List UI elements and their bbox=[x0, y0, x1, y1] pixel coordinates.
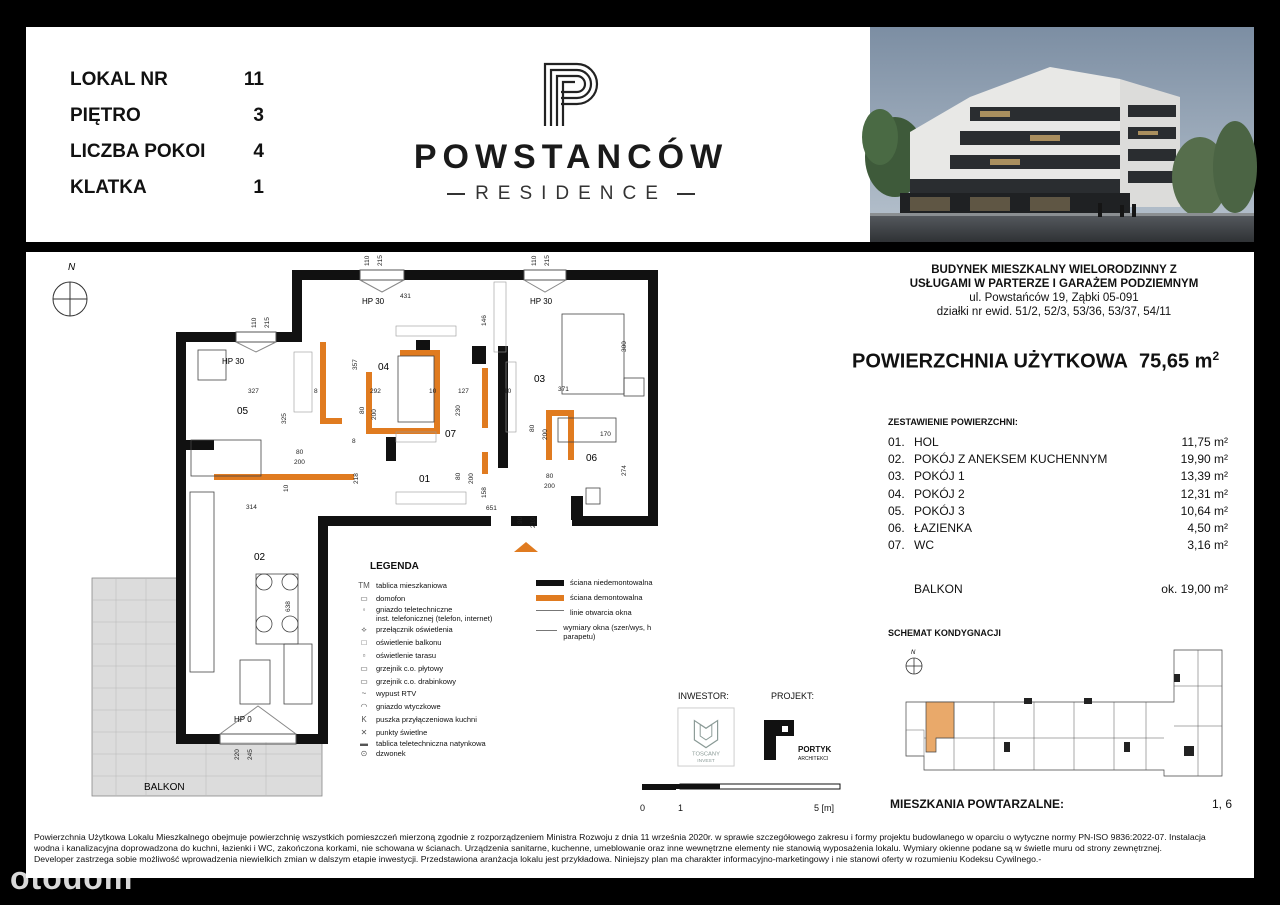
scale-label: 0 bbox=[640, 803, 646, 813]
info-row-floor bbox=[70, 98, 264, 134]
room-num: 01. bbox=[888, 434, 905, 449]
dim-label: 110 bbox=[531, 255, 538, 266]
dim-label: 300 bbox=[621, 341, 628, 352]
legend-item bbox=[536, 608, 656, 617]
legend-symbol-icon: ▭ bbox=[360, 593, 368, 603]
info-label: KLATKA bbox=[70, 177, 147, 198]
legend-label: ściana demontowalna bbox=[570, 593, 643, 602]
room-num: 07. bbox=[888, 538, 905, 553]
legend-item bbox=[352, 713, 492, 726]
room-label: 03 bbox=[534, 374, 546, 385]
legend-symbol-icon: ◦ bbox=[362, 604, 366, 614]
room-area: 4,50 m² bbox=[1187, 521, 1228, 536]
logo-sub bbox=[401, 183, 741, 205]
dim-label: 80 bbox=[359, 406, 366, 414]
project-sub: ARCHITEKCI bbox=[798, 756, 829, 762]
info-value: 1 bbox=[253, 177, 264, 198]
dim-label: 230 bbox=[455, 405, 462, 416]
legend-item bbox=[536, 593, 656, 602]
logo-dash bbox=[677, 193, 695, 195]
legend-label: oświetlenie balkonu bbox=[376, 638, 442, 648]
room-num: 05. bbox=[888, 503, 905, 518]
demountable-swatch-icon bbox=[536, 595, 564, 601]
balcony-name: BALKON bbox=[914, 582, 963, 596]
dim-label: 127 bbox=[458, 388, 469, 395]
window-label: HP 30 bbox=[362, 297, 385, 306]
dim-label: 200 bbox=[544, 483, 555, 490]
legend-label: punkty świetlne bbox=[376, 727, 428, 737]
legend-symbol-icon: ▭ bbox=[360, 663, 368, 673]
info-row-staircase bbox=[70, 170, 264, 206]
footer-line: Developer zastrzega sobie możliwość wprowadzenia niewielkich zmian w dalszym etapie inwestycji. Przedstawiona aranżacja lokalu jest przykładowa. Niniejszy plan ma charakter informacyjno-marketingowy i nie stanowi oferty w rozumieniu Kodeksu Cywilnego.- bbox=[34, 854, 1042, 864]
room-name: POKÓJ Z ANEKSEM KUCHENNYM bbox=[914, 451, 1108, 466]
investor-sub: INVEST bbox=[697, 759, 715, 765]
logo-name: POWSTANCÓW bbox=[413, 138, 729, 176]
dim-label: 200 bbox=[468, 473, 475, 484]
dim-label: 8 bbox=[352, 438, 356, 445]
info-value: 3 bbox=[253, 105, 264, 126]
room-num: 03. bbox=[888, 469, 905, 484]
dim-label: 220 bbox=[234, 749, 241, 760]
building-plots: działki nr ewid. 51/2, 52/3, 53/36, 53/37, 54/11 bbox=[936, 306, 1172, 318]
repeat-row bbox=[890, 797, 1232, 811]
footer-line: Powierzchnia Użytkowa Lokalu Mieszkalnego obejmuje powierzchnię wszystkich pomieszczeń mierzoną zgodnie z rozporządzeniem Ministra Rozwoju z dnia 11 września 2020r. w sprawie szczegółowego zakresu i formy projektu budowlanego w oparciu o wytyczne normy PN-ISO 9836:2022-07. Instalacja bbox=[34, 832, 1206, 842]
investor-label: INWESTOR: bbox=[678, 691, 729, 701]
room-row bbox=[888, 468, 1228, 485]
legend-label: linie otwarcia okna bbox=[570, 608, 632, 617]
legend-symbol-icon: ⟡ bbox=[361, 624, 367, 634]
dim-label: 431 bbox=[400, 293, 411, 300]
info-value: 11 bbox=[243, 69, 264, 90]
room-name: WC bbox=[914, 538, 934, 553]
scale-label: 1 bbox=[678, 803, 684, 813]
dim-label: 110 bbox=[251, 317, 258, 328]
legend-symbol-icon: ~ bbox=[361, 689, 367, 699]
room-label: 06 bbox=[586, 453, 598, 464]
north-label: N bbox=[68, 262, 76, 273]
window-dim-icon bbox=[536, 630, 557, 635]
legend-label: dzwonek bbox=[376, 749, 406, 759]
room-name: POKÓJ 2 bbox=[914, 486, 965, 501]
legend-item bbox=[352, 739, 492, 749]
legend-item bbox=[352, 749, 492, 759]
legend-symbol-icon: ▬ bbox=[360, 739, 368, 749]
dim-label: 215 bbox=[377, 255, 384, 266]
room-row bbox=[888, 450, 1228, 467]
project-label: PROJEKT: bbox=[771, 691, 815, 701]
room-area: 11,75 m² bbox=[1181, 434, 1228, 449]
floor-plan bbox=[26, 252, 676, 812]
dim-label: 80 bbox=[546, 473, 554, 480]
legend-label: gniazdo teletechniczne bbox=[376, 604, 453, 614]
dim-label: 274 bbox=[621, 465, 628, 476]
legend-label: inst. telefonicznej (telefon, internet) bbox=[376, 614, 493, 624]
dim-label: 200 bbox=[294, 459, 305, 466]
legend-item bbox=[352, 726, 492, 739]
building-render-image bbox=[870, 27, 1254, 242]
room-label: 02 bbox=[254, 552, 266, 563]
dim-label: 10 bbox=[504, 388, 512, 395]
rooms-title: ZESTAWIENIE POWIERZCHNI: bbox=[888, 417, 1018, 427]
window-label: HP 30 bbox=[222, 357, 245, 366]
legend-item bbox=[352, 649, 492, 662]
dim-label: 218 bbox=[353, 473, 360, 484]
legend-symbol-icon: □ bbox=[361, 638, 367, 648]
legend-item bbox=[536, 578, 656, 587]
watermark: otodom bbox=[10, 860, 134, 896]
dim-label: 146 bbox=[481, 315, 488, 326]
legend-label: wypust RTV bbox=[376, 689, 417, 699]
dim-label: 371 bbox=[558, 386, 569, 393]
window-line-icon bbox=[536, 610, 564, 615]
wall-swatch-icon bbox=[536, 580, 564, 586]
dim-label: 170 bbox=[600, 431, 611, 438]
building-type: BUDYNEK MIESZKALNY WIELORODZINNY Z bbox=[931, 264, 1177, 276]
legend-item bbox=[352, 579, 492, 592]
repeat-label: MIESZKANIA POWTARZALNE: bbox=[890, 797, 1064, 811]
dim-label: 158 bbox=[481, 487, 488, 498]
dim-label: 10 bbox=[429, 388, 437, 395]
legend-item bbox=[352, 624, 492, 637]
legend-item bbox=[352, 605, 492, 614]
header-panel bbox=[26, 27, 1254, 242]
legend-item bbox=[352, 700, 492, 713]
legend-symbol-icon: ◠ bbox=[360, 702, 368, 712]
logo-sub-text: RESIDENCE bbox=[475, 183, 667, 204]
window-label: HP 30 bbox=[530, 297, 553, 306]
room-name: POKÓJ 1 bbox=[914, 469, 965, 484]
area-headline bbox=[852, 349, 1219, 374]
dim-label: 215 bbox=[264, 317, 271, 328]
dim-label: 210 bbox=[530, 517, 537, 528]
room-label: 05 bbox=[237, 406, 249, 417]
dim-label: 80 bbox=[529, 424, 536, 432]
dim-label: 90 bbox=[517, 516, 524, 524]
schema-title: SCHEMAT KONDYGNACJI bbox=[888, 628, 1001, 638]
dim-label: 638 bbox=[285, 601, 292, 612]
dim-label: 327 bbox=[248, 388, 259, 395]
svg-text:N: N bbox=[911, 650, 916, 656]
legend-label: ściana niedemontowalna bbox=[570, 578, 653, 587]
legend-symbol-icon: ▫ bbox=[362, 651, 366, 661]
legend-label: tablica mieszkaniowa bbox=[376, 580, 447, 590]
dim-label: 215 bbox=[544, 255, 551, 266]
info-value: 4 bbox=[253, 141, 264, 162]
legend-item bbox=[536, 623, 656, 641]
entrance-icon bbox=[514, 542, 538, 552]
building-address: ul. Powstańców 19, Ząbki 05-091 bbox=[969, 292, 1139, 304]
dim-label: 314 bbox=[246, 504, 257, 511]
room-num: 02. bbox=[888, 451, 905, 466]
balcony-row bbox=[914, 582, 1228, 596]
repeat-value: 1, 6 bbox=[1211, 797, 1232, 811]
legend-walls bbox=[536, 578, 656, 647]
investor-name: TOSCANY bbox=[692, 751, 720, 758]
room-row bbox=[888, 502, 1228, 519]
balcony-area: ok. 19,00 m² bbox=[1161, 582, 1228, 596]
dim-label: 8 bbox=[314, 388, 318, 395]
building-type: USŁUGAMI W PARTERZE I GARAŻEM PODZIEMNYM bbox=[909, 278, 1199, 290]
info-row-rooms bbox=[70, 134, 264, 170]
room-name: HOL bbox=[914, 434, 939, 449]
floor-schema-diagram bbox=[884, 646, 1224, 784]
legend-item bbox=[352, 614, 492, 624]
dim-label: 80 bbox=[455, 472, 462, 480]
dim-label: 80 bbox=[296, 449, 304, 456]
legend-label: grzejnik c.o. drabinkowy bbox=[376, 676, 457, 686]
room-num: 04. bbox=[888, 486, 905, 501]
project-name: PORTYK bbox=[798, 745, 832, 754]
room-row bbox=[888, 433, 1228, 450]
legend-title: LEGENDA bbox=[370, 561, 419, 572]
room-area: 19,90 m² bbox=[1180, 451, 1228, 466]
balcony-label: BALKON bbox=[144, 782, 185, 793]
area-label: POWIERZCHNIA UŻYTKOWA bbox=[852, 350, 1128, 373]
legend-symbol-icon: ⊙ bbox=[360, 749, 368, 759]
info-label: LOKAL NR bbox=[70, 69, 168, 90]
dim-label: 110 bbox=[364, 255, 371, 266]
dim-label: 200 bbox=[371, 409, 378, 420]
room-label: 07 bbox=[445, 429, 457, 440]
room-row bbox=[888, 519, 1228, 536]
unit-info bbox=[70, 62, 264, 206]
legend-list bbox=[352, 579, 492, 759]
legend-symbol-icon: ✕ bbox=[360, 727, 368, 737]
dim-label: 292 bbox=[370, 388, 381, 395]
plan-panel bbox=[26, 252, 1254, 878]
window-label: HP 0 bbox=[234, 715, 252, 724]
room-name: ŁAZIENKA bbox=[914, 521, 973, 536]
info-label: LICZBA POKOI bbox=[70, 141, 206, 162]
legend-item bbox=[352, 688, 492, 701]
footer-line: wodna i kanalizacyjna doprowadzona do kuchni, łazienki i WC, zakończona korkami, nie schowana w ścianach. Urządzenia sanitarne, kuchenne, umeblowanie oraz inne wewnętrzne elementy nie stanowią wyposażenia lokalu. Wymiary okienne podane są w świetle muru od strony zewnętrznej. bbox=[34, 843, 1162, 853]
brand-logo bbox=[401, 60, 741, 205]
legend-item bbox=[352, 675, 492, 688]
scale-bar-icon bbox=[642, 784, 842, 798]
scale-label: 5 [m] bbox=[814, 803, 835, 813]
legend-symbol-icon: TM bbox=[358, 580, 370, 590]
legend-label: grzejnik c.o. płytowy bbox=[376, 663, 444, 673]
dim-label: 357 bbox=[352, 359, 359, 370]
schema-compass-icon bbox=[906, 650, 922, 674]
dim-label: 325 bbox=[281, 413, 288, 424]
legend-item bbox=[352, 662, 492, 675]
room-num: 06. bbox=[888, 521, 905, 536]
dim-label: 651 bbox=[486, 505, 497, 512]
room-area: 3,16 m² bbox=[1187, 538, 1228, 553]
logo-mark-icon bbox=[539, 60, 603, 128]
logo-dash bbox=[447, 193, 465, 195]
legend-label: gniazdo wtyczkowe bbox=[376, 702, 441, 712]
area-value: 75,65 m bbox=[1139, 350, 1213, 373]
legend-symbol-icon: ▭ bbox=[360, 676, 368, 686]
area-unit-sup: 2 bbox=[1212, 349, 1220, 363]
info-label: PIĘTRO bbox=[70, 105, 141, 126]
room-label: 01 bbox=[419, 474, 431, 485]
legend-label: wymiary okna (szer/wys, h parapetu) bbox=[563, 623, 652, 641]
info-row-unit bbox=[70, 62, 264, 98]
legend-item bbox=[352, 592, 492, 605]
project-logo-icon bbox=[764, 710, 832, 764]
room-label: 04 bbox=[378, 362, 390, 373]
room-area: 13,39 m² bbox=[1180, 469, 1228, 484]
legend-label: oświetlenie tarasu bbox=[376, 651, 437, 661]
room-row bbox=[888, 537, 1228, 554]
legend-label: tablica teletechniczna natynkowa bbox=[376, 739, 486, 749]
legend-symbol-icon: K bbox=[361, 715, 367, 725]
legend-label: puszka przyłączeniowa kuchni bbox=[376, 715, 477, 725]
legend-item bbox=[352, 636, 492, 649]
room-row bbox=[888, 485, 1228, 502]
legend-label: przełącznik oświetlenia bbox=[376, 625, 453, 635]
room-area: 12,31 m² bbox=[1180, 486, 1228, 501]
footer-disclaimer bbox=[34, 832, 1239, 865]
compass-icon bbox=[53, 282, 87, 316]
rooms-table bbox=[888, 433, 1228, 554]
building-info bbox=[884, 263, 1224, 319]
legend-label: domofon bbox=[376, 593, 406, 603]
dim-label: 10 bbox=[283, 484, 290, 492]
dim-label: 200 bbox=[542, 429, 549, 440]
investor-logo-icon bbox=[676, 707, 736, 767]
dim-label: 245 bbox=[247, 749, 254, 760]
room-area: 10,64 m² bbox=[1180, 503, 1228, 518]
room-name: POKÓJ 3 bbox=[914, 503, 965, 518]
